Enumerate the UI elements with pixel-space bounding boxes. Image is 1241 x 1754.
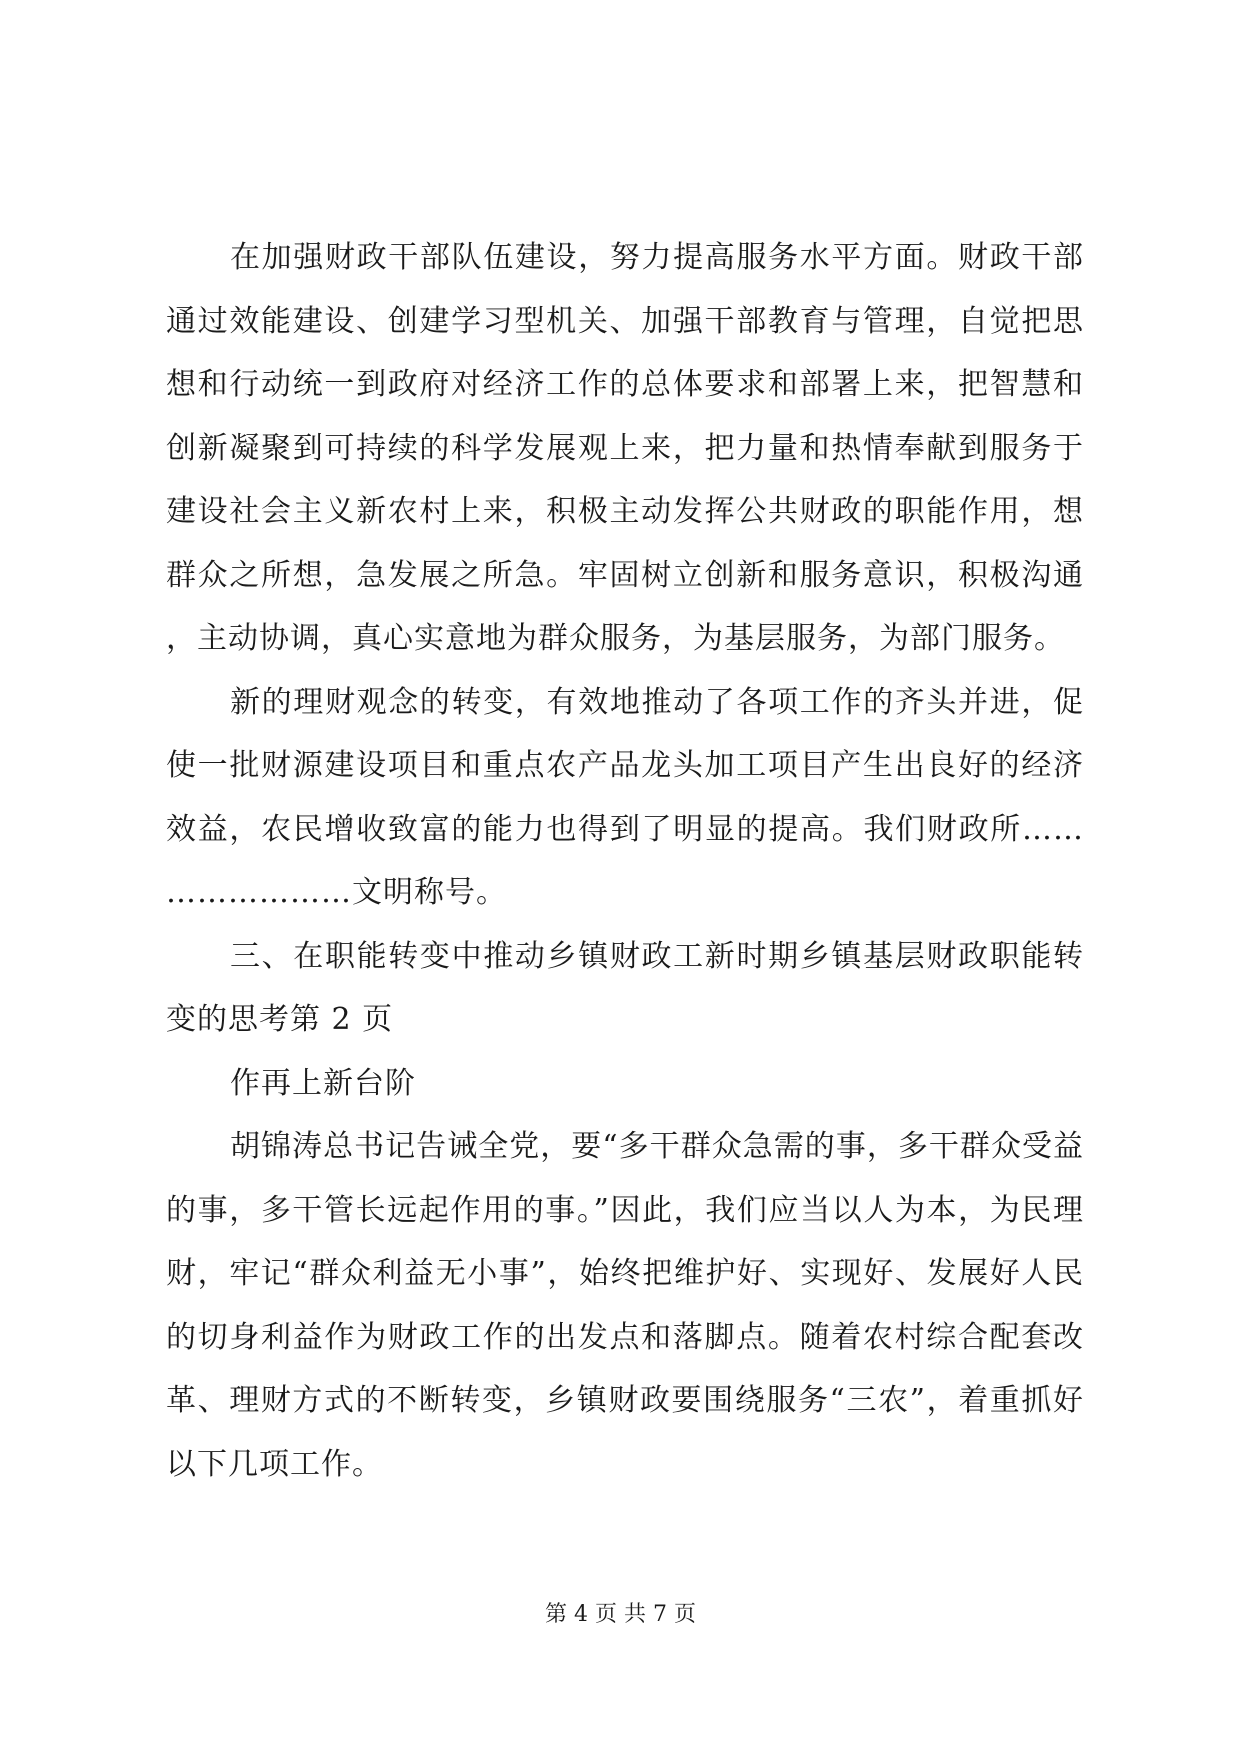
document-body	[166, 226, 1084, 1496]
paragraph-hu-jintao-quote: 胡锦涛总书记告诫全党，要“多干群众急需的事，多干群众受益的事，多干管长远起作用的事。”因此，我们应当以人为本，为民理财，牢记“群众利益无小事”，始终把维护好、实现好、发展好人民的切身利益作为财政工作的出发点和落脚点。随着农村综合配套改革、理财方式的不断转变，乡镇财政要围绕服务“三农”，着重抓好以下几项工作。	[166, 1129, 1084, 1482]
section-heading-continuation: 作再上新台阶	[230, 1065, 416, 1101]
paragraph-financial-concept: 新的理财观念的转变，有效地推动了各项工作的齐头并进，促使一批财源建设项目和重点农产品龙头加工项目产生出良好的经济效益，农民增收致富的能力也得到了明显的提高。我们财政所……………………文明称号。	[166, 684, 1084, 910]
paragraph-staff-building: 在加强财政干部队伍建设，努力提高服务水平方面。财政干部通过效能建设、创建学习型机关、加强干部教育与管理，自觉把思想和行动统一到政府对经济工作的总体要求和部署上来，把智慧和创新凝聚到可持续的科学发展观上来，把力量和热情奉献到服务于建设社会主义新农村上来，积极主动发挥公共财政的职能作用，想群众之所想，急发展之所急。牢固树立创新和服务意识，积极沟通，主动协调，真心实意地为群众服务，为基层服务，为部门服务。	[166, 240, 1084, 656]
page-footer	[0, 1597, 1241, 1628]
page-number-label: 第 4 页 共 7 页	[545, 1602, 696, 1627]
section-heading-three: 三、在职能转变中推动乡镇财政工新时期乡镇基层财政职能转变的思考第 2 页	[166, 938, 1084, 1037]
